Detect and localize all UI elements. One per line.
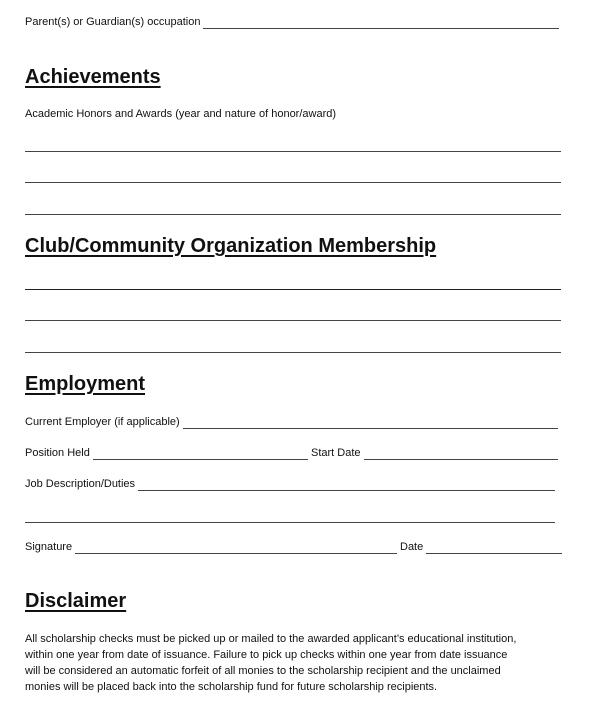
disclaimer-line: within one year from date of issuance. Failure to pick up checks within one year from date issuance [25, 649, 508, 661]
start-date-input-line[interactable] [364, 448, 558, 460]
signature-input-line[interactable] [75, 542, 397, 554]
position-held-input-line[interactable] [93, 448, 308, 460]
club-line-3[interactable] [25, 352, 561, 353]
job-description-label: Job Description/Duties [25, 478, 136, 490]
disclaimer-line: All scholarship checks must be picked up or mailed to the awarded applicant’s educational institution, [25, 633, 517, 645]
start-date-field[interactable] [311, 447, 558, 460]
current-employer-input-line[interactable] [183, 417, 558, 429]
guardian-occupation-field[interactable] [25, 16, 559, 29]
current-employer-label: Current Employer (if applicable) [25, 416, 180, 428]
achievements-heading: Achievements [25, 66, 161, 88]
date-input-line[interactable] [426, 542, 562, 554]
job-description-line-2[interactable] [25, 522, 555, 523]
guardian-occupation-label: Parent(s) or Guardian(s) occupation [25, 16, 201, 28]
start-date-label: Start Date [311, 447, 361, 459]
disclaimer-heading: Disclaimer [25, 590, 127, 612]
job-description-field[interactable] [25, 478, 555, 491]
club-line-2[interactable] [25, 320, 561, 321]
club-membership-heading: Club/Community Organization Membership [25, 235, 437, 257]
signature-field[interactable] [25, 541, 397, 554]
disclaimer-line: will be considered an automatic forfeit of all monies to the scholarship recipient and the unclaimed [25, 665, 501, 677]
date-field[interactable] [400, 541, 562, 554]
honors-label: Academic Honors and Awards (year and nature of honor/award) [25, 108, 337, 120]
current-employer-field[interactable] [25, 416, 558, 429]
honors-line-2[interactable] [25, 182, 561, 183]
signature-label: Signature [25, 541, 73, 553]
employment-heading: Employment [25, 373, 146, 395]
disclaimer-text [25, 631, 565, 695]
honors-line-1[interactable] [25, 151, 561, 152]
job-description-input-line[interactable] [138, 479, 555, 491]
club-line-1[interactable] [25, 289, 561, 290]
position-held-field[interactable] [25, 447, 308, 460]
date-label: Date [400, 541, 424, 553]
disclaimer-line: monies will be placed back into the scholarship fund for future scholarship recipients. [25, 681, 438, 693]
position-held-label: Position Held [25, 447, 90, 459]
honors-line-3[interactable] [25, 214, 561, 215]
guardian-occupation-input-line[interactable] [203, 17, 559, 29]
